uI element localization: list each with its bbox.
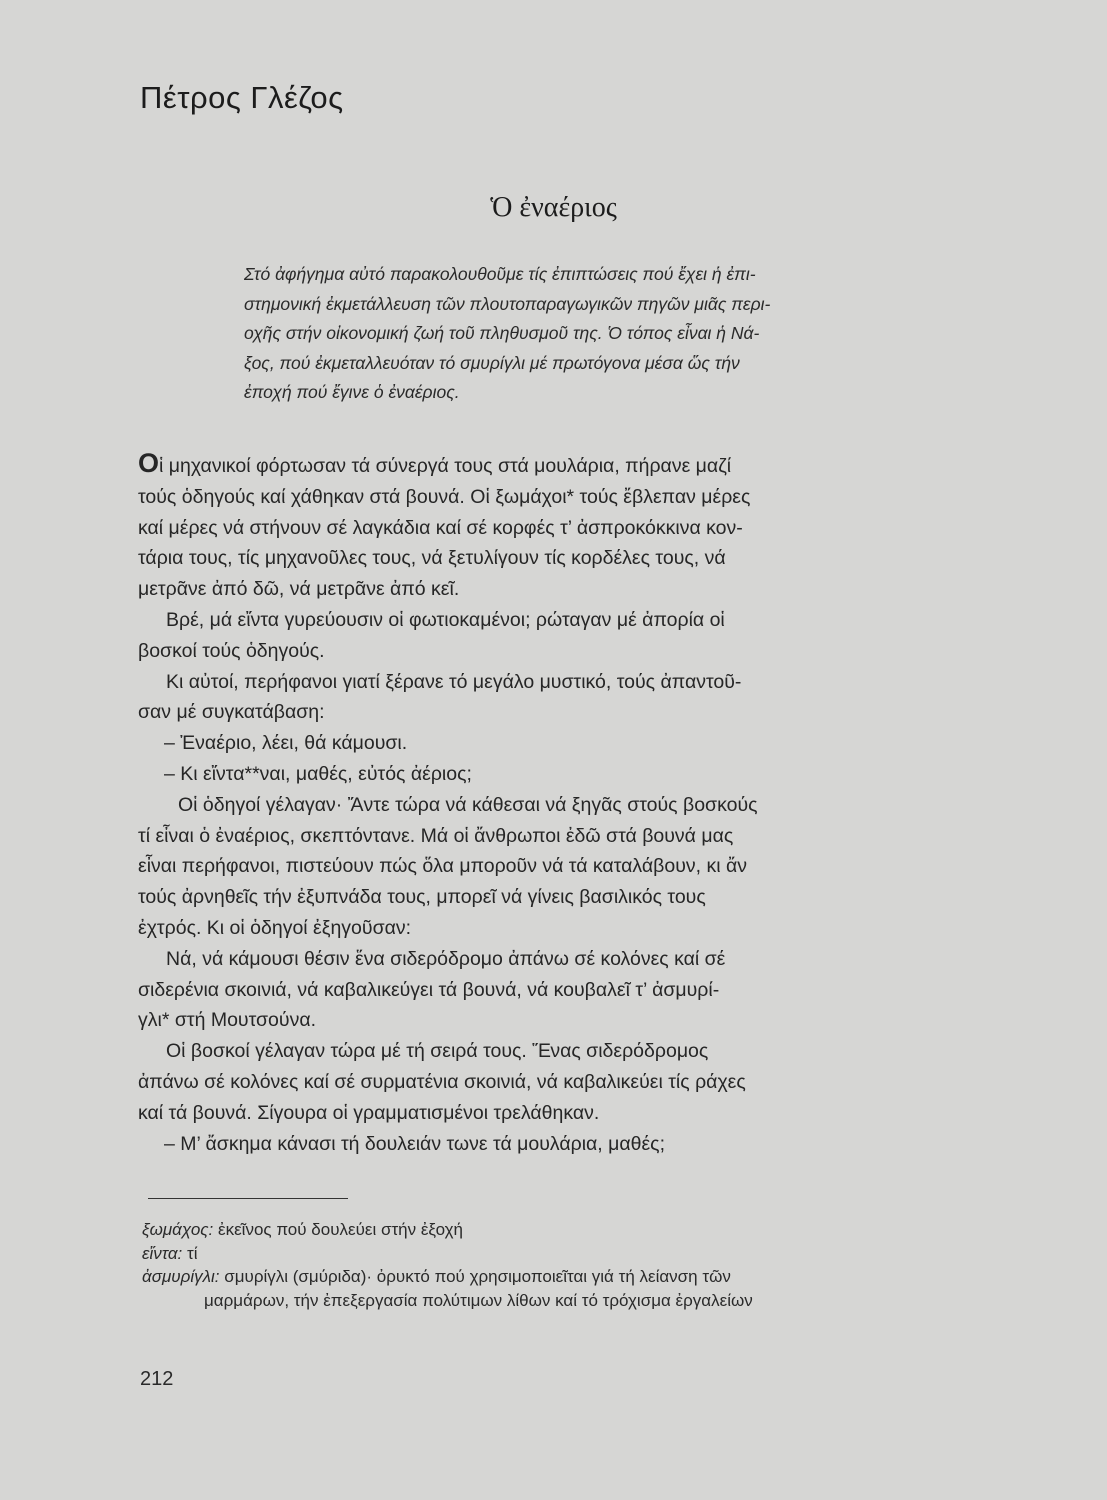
abstract	[244, 260, 968, 408]
body-line: βοσκοί τούς ὁδηγούς.	[138, 639, 325, 662]
body-line-rest: ἱ μηχανικοί φόρτωσαν τά σύνεργά τους στά μουλάρια, πήρανε μαζί	[159, 455, 732, 477]
footnote-term: εἴντα:	[142, 1243, 183, 1263]
abstract-line: Στό ἀφήγημα αὐτό παρακολουθοῦμε τίς ἐπιπτώσεις πού ἔχει ἡ ἐπι-	[244, 264, 756, 284]
story-title: Ὁ ἐναέριος	[490, 192, 617, 223]
body-line: μετρᾶνε ἀπό δῶ, νά μετρᾶνε ἀπό κεῖ.	[138, 578, 460, 601]
footnote-text: σμυρίγλι (σμύριδα)· ὀρυκτό πού χρησιμοποιεῖται γιά τή λείανση τῶν	[224, 1267, 731, 1286]
abstract-line: στημονική ἐκμετάλλευση τῶν πλουτοπαραγωγικῶν πηγῶν μιᾶς περι-	[244, 293, 771, 314]
body-line: καί μέρες νά στήνουν σέ λαγκάδια καί σέ κορφές τ’ ἀσπροκόκκινα κον-	[138, 516, 743, 539]
body-line: καί τά βουνά. Σίγουρα οἱ γραμματισμένοι τρελάθηκαν.	[138, 1101, 600, 1124]
body-line: ἐχτρός. Κι οἱ ὁδηγοί ἐξηγοῦσαν:	[138, 916, 412, 939]
body-line: – Ἐναέριο, λέει, θά κάμουσι.	[164, 732, 408, 755]
footnote-term: ἀσμυρίγλι:	[142, 1267, 220, 1286]
body-line: σαν μέ συγκατάβαση:	[138, 701, 325, 724]
body-line: τί εἶναι ὁ ἐναέριος, σκεπτόντανε. Μά οἱ ἄνθρωποι ἐδῶ στά βουνά μας	[138, 824, 734, 847]
body-line: – Μ’ ἄσκημα κάνασι τή δουλειάν τωνε τά μουλάρια, μαθές;	[164, 1132, 666, 1155]
body-line: Οἱ βοσκοί γέλαγαν τώρα μέ τή σειρά τους. Ἕνας σιδερόδρομος	[166, 1040, 709, 1063]
footnote-continuation: μαρμάρων, τήν ἐπεξεργασία πολύτιμων λίθων καί τό τρόχισμα ἐργαλείων	[204, 1290, 753, 1310]
author-name: Πέτρος Γλέζος	[140, 80, 344, 115]
abstract-line: ἐποχή πού ἔγινε ὁ ἐναέριος.	[244, 382, 460, 402]
footnote-text: τί	[187, 1243, 198, 1263]
footnote-term: ξωμάχος:	[142, 1220, 214, 1239]
footnote	[142, 1242, 982, 1266]
body-line: Νά, νά κάμουσι θέσιν ἕνα σιδερόδρομο ἀπάνω σέ κολόνες καί σέ	[166, 947, 726, 970]
story-body	[138, 448, 974, 1159]
abstract-line: ξος, πού ἐκμεταλλευόταν τό σμυρίγλι μέ πρωτόγονα μέσα ὥς τήν	[244, 352, 740, 373]
footnote	[142, 1218, 982, 1242]
body-line: τούς ἀρνηθεῖς τήν ἐξυπνάδα τους, μπορεῖ νά γίνεις βασιλικός τους	[138, 886, 706, 909]
abstract-line: οχῆς στήν οἰκονομική ζωή τοῦ πληθυσμοῦ της. Ὁ τόπος εἶναι ἡ Νά-	[244, 323, 760, 343]
footnote-separator	[148, 1198, 348, 1199]
footnotes	[142, 1218, 982, 1312]
body-line: γλι* στή Μουτσούνα.	[138, 1009, 317, 1032]
body-line: τούς ὁδηγούς καί χάθηκαν στά βουνά. Οἱ ξωμάχοι* τούς ἔβλεπαν μέρες	[138, 485, 751, 508]
body-line: Οἱ ὁδηγοί γέλαγαν· Ἄντε τώρα νά κάθεσαι νά ξηγᾶς στούς βοσκούς	[178, 793, 758, 816]
body-line	[138, 448, 974, 482]
body-line: τάρια τους, τίς μηχανοῦλες τους, νά ξετυλίγουν τίς κορδέλες τους, νά	[138, 547, 726, 570]
drop-cap: Ο	[138, 448, 160, 478]
body-line: Βρέ, μά εἴντα γυρεύουσιν οἱ φωτιοκαμένοι; ρώταγαν μέ ἀπορία οἱ	[166, 608, 725, 631]
footnote	[142, 1265, 982, 1289]
body-line: ἀπάνω σέ κολόνες καί σέ συρματένια σκοινιά, νά καβαλικεύει τίς ράχες	[138, 1070, 746, 1093]
footnote-text: ἐκεῖνος πού δουλεύει στήν ἐξοχή	[218, 1220, 463, 1239]
page-number: 212	[140, 1368, 174, 1390]
body-line: σιδερένια σκοινιά, νά καβαλικεύγει τά βουνά, νά κουβαλεῖ τ’ ἀσμυρί-	[138, 978, 720, 1001]
body-line: Κι αὐτοί, περήφανοι γιατί ξέρανε τό μεγάλο μυστικό, τούς ἀπαντοῦ-	[166, 670, 742, 693]
body-line: εἶναι περήφανοι, πιστεύουν πώς ὅλα μποροῦν νά τά καταλάβουν, κι ἄν	[138, 855, 747, 878]
body-line: – Κι εἴντα**ναι, μαθές, εὐτός ἀέριος;	[164, 762, 472, 785]
